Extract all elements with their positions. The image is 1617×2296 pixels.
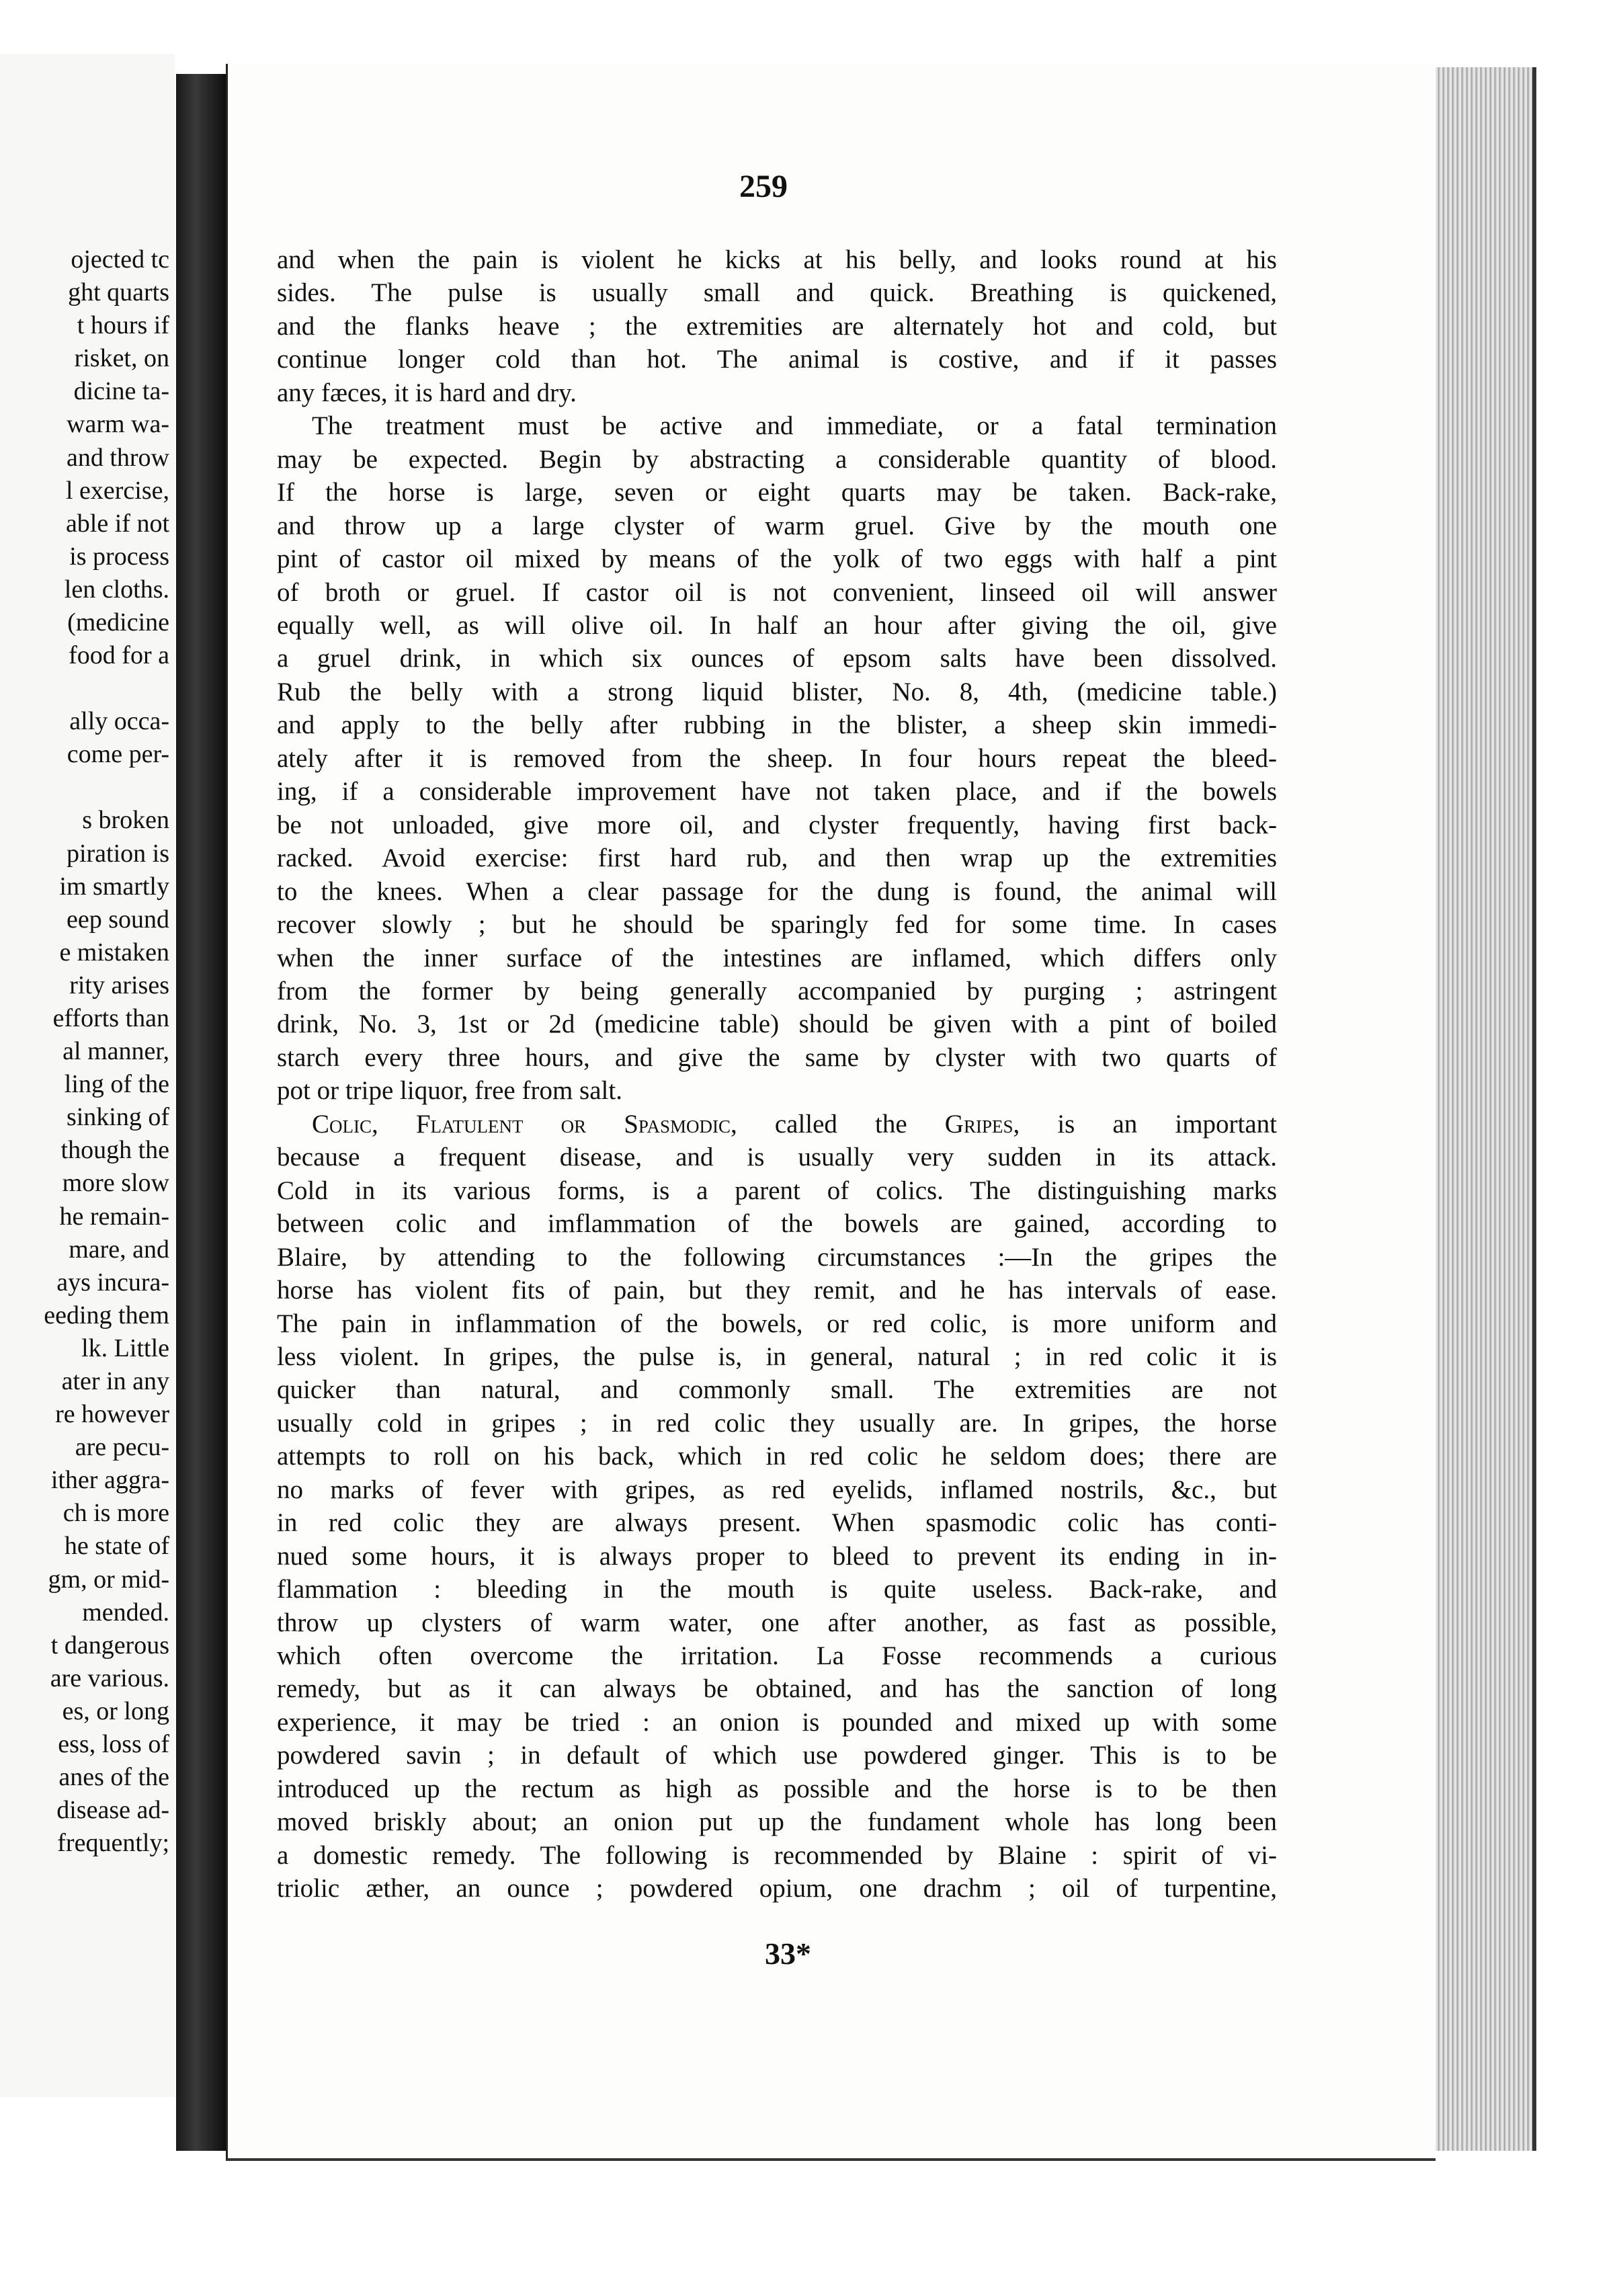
text-line: usually cold in gripes ; in red colic they usually are. In gripes, the horse — [277, 1408, 1277, 1438]
text-line: introduced up the rectum as high as possible and the horse is to be then — [277, 1774, 1277, 1803]
facing-page-line: piration is — [66, 839, 169, 868]
facing-page-line: come per- — [67, 740, 169, 769]
text-line: ately after it is removed from the sheep. In four hours repeat the bleed- — [277, 743, 1277, 773]
facing-page-line: sinking of — [66, 1103, 169, 1132]
facing-page-line: e mistaken — [59, 938, 169, 967]
facing-page-line: ally occa- — [69, 707, 169, 736]
facing-page-line: lk. Little — [81, 1334, 169, 1362]
facing-page-line: eep sound — [66, 905, 169, 934]
facing-page-line — [44, 672, 169, 705]
signature-mark: 33* — [765, 1936, 811, 1971]
text-line: no marks of fever with gripes, as red eyelids, inflamed nostrils, &c., but — [277, 1475, 1277, 1504]
facing-page-text — [44, 243, 169, 1860]
text-line: and throw up a large clyster of warm gruel. Give by the mouth one — [277, 511, 1277, 540]
text-line: Blaire, by attending to the following circumstances :—In the gripes the — [277, 1242, 1277, 1272]
text-line: to the knees. When a clear passage for the dung is found, the animal will — [277, 876, 1277, 906]
text-line: any fæces, it is hard and dry. — [277, 378, 577, 407]
text-line: a domestic remedy. The following is recommended by Blaine : spirit of vi- — [277, 1840, 1277, 1870]
facing-page-line: ght quarts — [68, 278, 169, 307]
text-line: drink, No. 3, 1st or 2d (medicine table) should be given with a pint of boiled — [277, 1010, 1277, 1039]
facing-page-line: ch is more — [63, 1499, 169, 1528]
text-line: and when the pain is violent he kicks at his belly, and looks round at his — [277, 245, 1277, 274]
text-line: experience, it may be tried : an onion is pounded and mixed up with some — [277, 1707, 1277, 1737]
text-line: pint of castor oil mixed by means of the yolk of two eggs with half a pint — [277, 544, 1277, 574]
facing-page-line: more slow — [62, 1169, 169, 1198]
text-line: when the inner surface of the intestines are inflamed, which differs only — [277, 943, 1277, 973]
facing-page-line: ater in any — [61, 1367, 169, 1395]
facing-page-line: are pecu- — [75, 1433, 169, 1462]
text-line: from the former by being generally accompanied by purging ; astringent — [277, 976, 1277, 1006]
facing-page-line: anes of the — [58, 1763, 169, 1792]
text-line: powdered savin ; in default of which use powdered ginger. This is to be — [277, 1741, 1277, 1770]
text-line: and apply to the belly after rubbing in the blister, a sheep skin immedi- — [277, 710, 1277, 740]
facing-page-line: able if not — [65, 509, 169, 538]
facing-page-line: s broken — [82, 806, 169, 835]
text-line: Rub the belly with a strong liquid blister, No. 8, 4th, (medicine table.) — [277, 677, 1277, 706]
text-line: starch every three hours, and give the same by clyster with two quarts of — [277, 1042, 1277, 1072]
facing-page-line: eeding them — [44, 1301, 169, 1329]
text-line: and the flanks heave ; the extremities are alternately hot and cold, but — [277, 311, 1277, 341]
facing-page-line: risket, on — [74, 344, 169, 373]
text-line: equally well, as will olive oil. In half an hour after giving the oil, give — [277, 610, 1277, 640]
facing-page-line: efforts than — [52, 1003, 169, 1032]
facing-page-line: mended. — [82, 1598, 169, 1627]
facing-page-line: mare, and — [69, 1235, 169, 1264]
text-line: horse has violent fits of pain, but they remit, and he has intervals of ease. — [277, 1276, 1277, 1305]
text-line: pot or tripe liquor, free from salt. — [277, 1076, 622, 1106]
body-text — [277, 243, 1277, 1905]
text-line: Colic, Flatulent or Spasmodic, called the Gripes, is an important — [312, 1109, 1277, 1139]
page-number: 259 — [739, 169, 788, 204]
text-line: triolic æther, an ounce ; powdered opium, one drachm ; oil of turpentine, — [277, 1874, 1277, 1903]
page-edges — [1436, 67, 1536, 2151]
facing-page-line: he state of — [64, 1532, 169, 1561]
text-line: a gruel drink, in which six ounces of epsom salts have been dissolved. — [277, 644, 1277, 673]
facing-page-line: l exercise, — [65, 476, 169, 505]
facing-page-fragment — [0, 54, 175, 2097]
facing-page-line: rity arises — [69, 971, 169, 999]
text-line: which often overcome the irritation. La Fosse recommends a curious — [277, 1641, 1277, 1671]
facing-page-line: dicine ta- — [73, 377, 169, 406]
text-line: The treatment must be active and immediate, or a fatal termination — [312, 411, 1277, 441]
facing-page-line — [44, 771, 169, 804]
facing-page-line: es, or long — [62, 1696, 169, 1725]
facing-page-line: ither aggra- — [50, 1466, 169, 1495]
facing-page-line: len cloths. — [64, 575, 169, 604]
facing-page-line: ojected tc — [71, 245, 169, 274]
text-line: If the horse is large, seven or eight quarts may be taken. Back-rake, — [277, 478, 1277, 507]
facing-page-line: (medicine — [67, 608, 169, 637]
text-line: because a frequent disease, and is usually very sudden in its attack. — [277, 1143, 1277, 1172]
facing-page-line: gm, or mid- — [48, 1565, 169, 1594]
text-line: between colic and imflammation of the bowels are gained, according to — [277, 1209, 1277, 1239]
text-line: The pain in inflammation of the bowels, or red colic, is more uniform and — [277, 1309, 1277, 1338]
facing-page-line: warm wa- — [67, 410, 169, 439]
facing-page-line: food for a — [69, 641, 169, 670]
facing-page-line: are various. — [50, 1664, 169, 1692]
facing-page-line: disease ad- — [56, 1796, 169, 1825]
facing-page-line: is process — [69, 542, 169, 571]
text-line: less violent. In gripes, the pulse is, in general, natural ; in red colic it is — [277, 1342, 1277, 1371]
text-line: continue longer cold than hot. The animal is costive, and if it passes — [277, 345, 1277, 374]
text-line: sides. The pulse is usually small and quick. Breathing is quickened, — [277, 278, 1277, 308]
book-gutter — [176, 74, 226, 2151]
text-line: throw up clysters of warm water, one after another, as fast as possible, — [277, 1608, 1277, 1637]
text-line: racked. Avoid exercise: first hard rub, and then wrap up the extremities — [277, 844, 1277, 873]
facing-page-line: t hours if — [77, 311, 169, 340]
text-line: may be expected. Begin by abstracting a considerable quantity of blood. — [277, 444, 1277, 474]
text-line: of broth or gruel. If castor oil is not convenient, linseed oil will answer — [277, 577, 1277, 607]
text-line: flammation : bleeding in the mouth is quite useless. Back-rake, and — [277, 1575, 1277, 1604]
text-line: recover slowly ; but he should be sparingly fed for some time. In cases — [277, 910, 1277, 940]
facing-page-line: ays incura- — [56, 1268, 169, 1297]
text-line: nued some hours, it is always proper to bleed to prevent its ending in in- — [277, 1541, 1277, 1571]
facing-page-line: ess, loss of — [58, 1730, 169, 1759]
text-line: quicker than natural, and commonly small. The extremities are not — [277, 1375, 1277, 1405]
text-line: Cold in its various forms, is a parent of colics. The distinguishing marks — [277, 1176, 1277, 1205]
facing-page-line: he remain- — [59, 1202, 169, 1231]
facing-page-line: though the — [60, 1136, 169, 1165]
text-line: attempts to roll on his back, which in red colic he seldom does; there are — [277, 1442, 1277, 1471]
text-line: ing, if a considerable improvement have not taken place, and if the bowels — [277, 777, 1277, 807]
facing-page-line: im smartly — [59, 872, 169, 901]
facing-page-line: frequently; — [57, 1829, 169, 1858]
text-line: remedy, but as it can always be obtained, and has the sanction of long — [277, 1674, 1277, 1704]
facing-page-line: and throw — [66, 443, 169, 472]
text-line: be not unloaded, give more oil, and clyster frequently, having first back- — [277, 810, 1277, 839]
facing-page-line: al manner, — [63, 1037, 169, 1066]
text-line: moved briskly about; an onion put up the fundament whole has long been — [277, 1807, 1277, 1837]
facing-page-line: re however — [55, 1400, 169, 1429]
text-line: in red colic they are always present. When spasmodic colic has conti- — [277, 1508, 1277, 1538]
facing-page-line: ling of the — [64, 1070, 169, 1099]
facing-page-line: t dangerous — [50, 1631, 169, 1659]
